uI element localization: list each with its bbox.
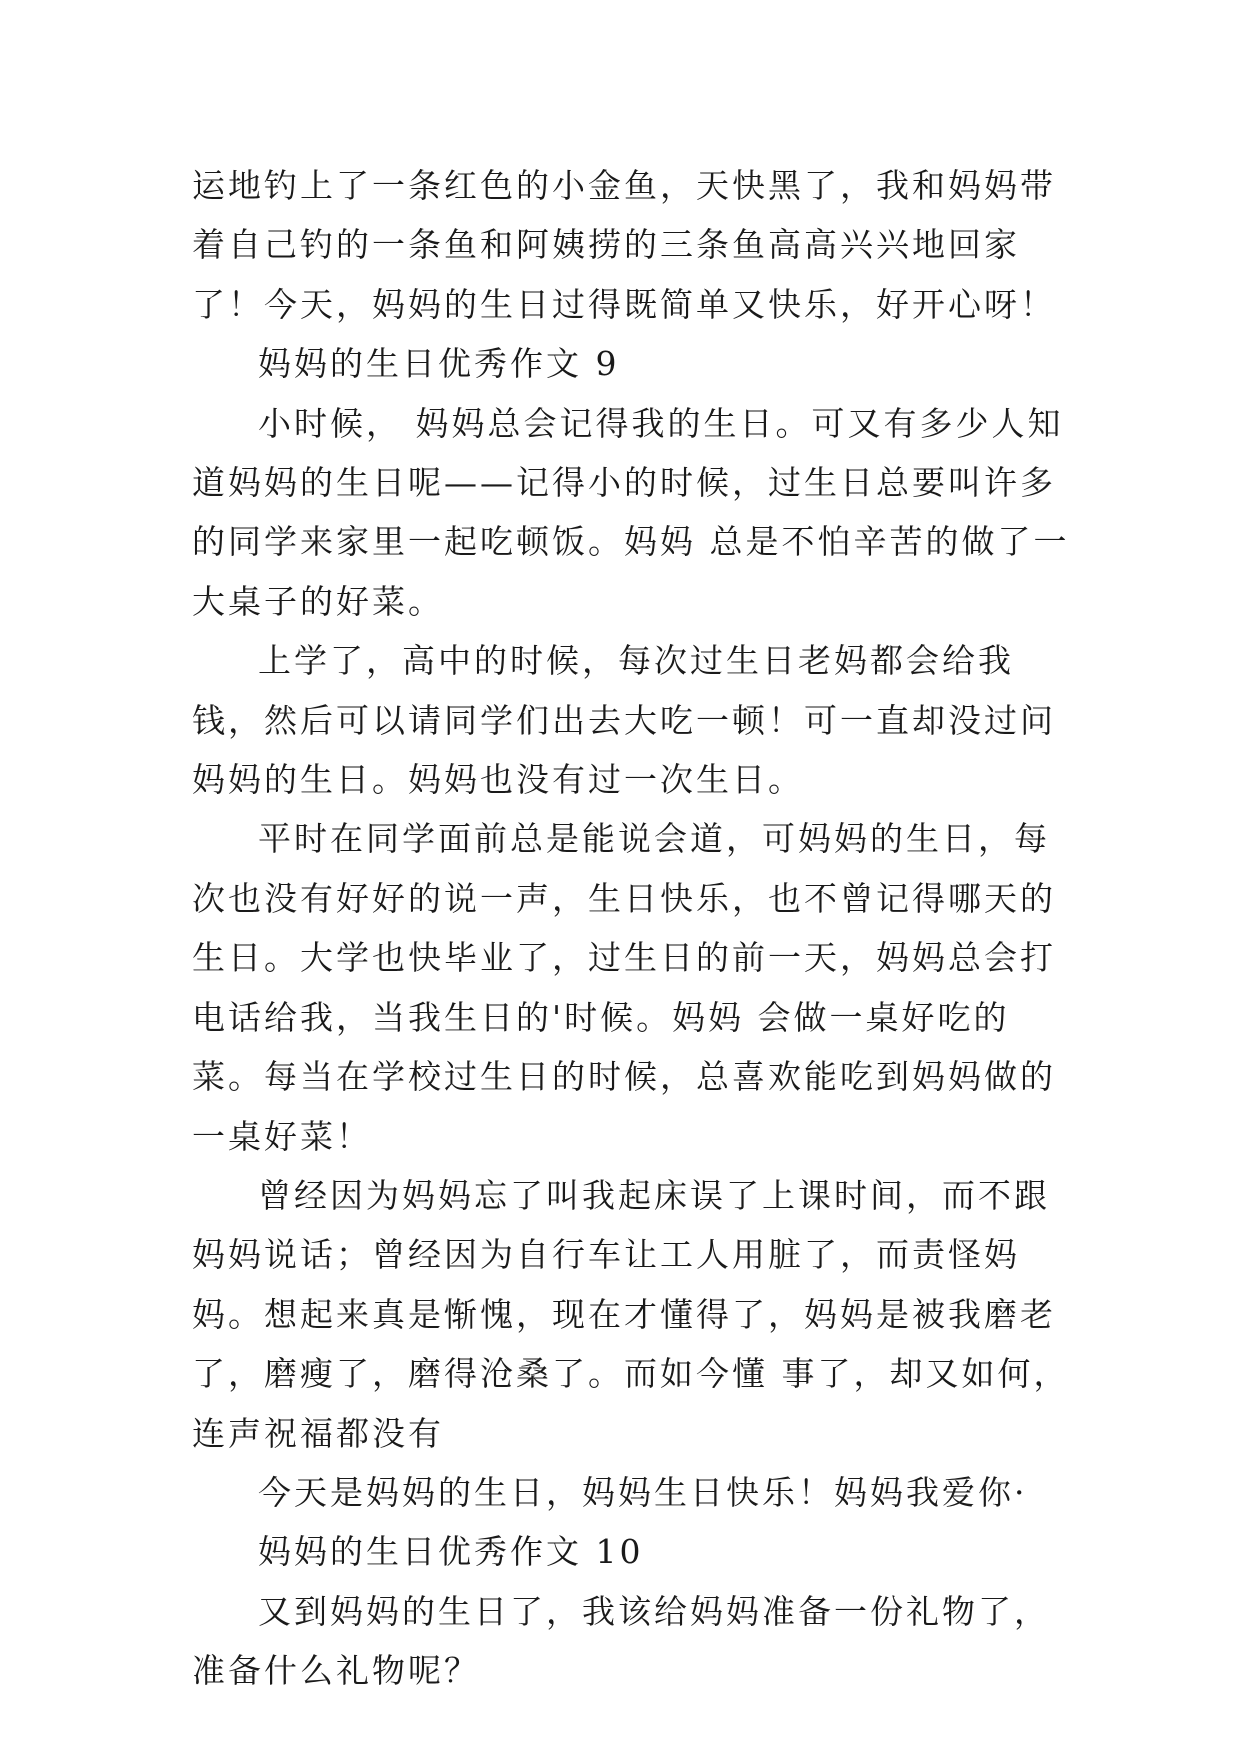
paragraph: 平时在同学面前总是能说会道，可妈妈的生日，每次也没有好好的说一声，生日快乐，也不曾记得哪天的生日。大学也快毕业了，过生日的前一天，妈妈总会打电话给我，当我生日的'时候。妈妈 会做一桌好吃的菜。每当在学校过生日的时候，总喜欢能吃到妈妈做的一桌好菜！: [192, 819, 1056, 1156]
essay-heading-10: 妈妈的生日优秀作文 10: [258, 1532, 644, 1572]
paragraph: 曾经因为妈妈忘了叫我起床误了上课时间，而不跟妈妈说话；曾经因为自行车让工人用脏了，而责怪妈妈。想起来真是惭愧，现在才懂得了，妈妈是被我磨老了，磨瘦了，磨得沧桑了。而如今懂 事了，却又如何，连声祝福都没有: [192, 1175, 1070, 1453]
paragraph: 今天是妈妈的生日，妈妈生日快乐！妈妈我爱你·: [258, 1472, 1028, 1512]
paragraph-continuation: 运地钓上了一条红色的小金鱼，天快黑了，我和妈妈带着自己钓的一条鱼和阿姨捞的三条鱼高高兴兴地回家了！今天，妈妈的生日过得既简单又快乐，好开心呀！: [192, 166, 1056, 324]
essay-text: [192, 156, 1072, 1701]
paragraph: 又到妈妈的生日了，我该给妈妈准备一份礼物了，准备什么礼物呢？: [192, 1591, 1050, 1691]
paragraph: 小时候， 妈妈总会记得我的生日。可又有多少人知道妈妈的生日呢——记得小的时候，过生日总要叫许多的同学来家里一起吃顿饭。妈妈 总是不怕辛苦的做了一大桌子的好菜。: [192, 403, 1070, 621]
essay-heading-9: 妈妈的生日优秀作文 9: [258, 344, 620, 384]
paragraph: 上学了，高中的时候，每次过生日老妈都会给我钱，然后可以请同学们出去大吃一顿！可一直却没过问妈妈的生日。妈妈也没有过一次生日。: [192, 641, 1056, 800]
